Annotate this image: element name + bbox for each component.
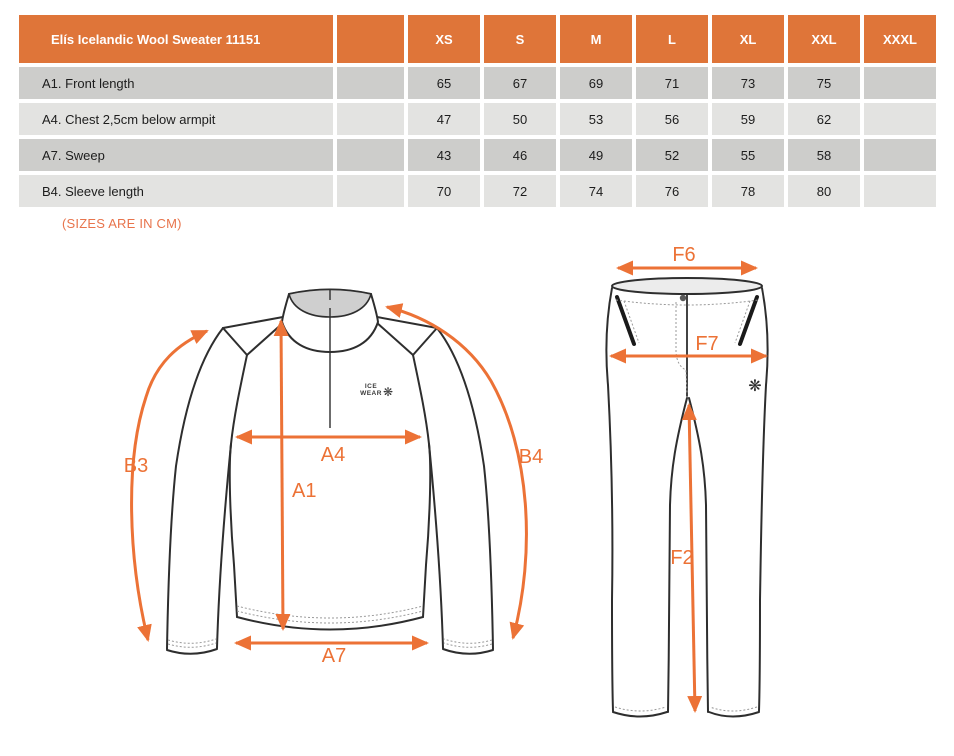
size-col-header-l: L [636, 15, 708, 63]
size-value-cell: 55 [712, 139, 784, 171]
sweater-shoulder-left [223, 317, 283, 328]
fly-stitching [676, 302, 687, 394]
icewear-logo [360, 383, 393, 399]
size-value-cell: 58 [788, 139, 860, 171]
sweater-cuff-left [167, 649, 217, 654]
row-label: A7. Sweep [19, 139, 333, 171]
size-value-cell [864, 67, 936, 99]
hem-stitching [237, 606, 423, 618]
sweater-raglan-seam-left [231, 355, 247, 444]
snowflake-icon: ❋ [382, 385, 394, 399]
pants-outer-right [759, 288, 768, 711]
size-col-header-xxl: XXL [788, 15, 860, 63]
hem-stitching-left [615, 707, 666, 711]
size-value-cell: 71 [636, 67, 708, 99]
size-value-cell: 80 [788, 175, 860, 207]
size-value-cell: 59 [712, 103, 784, 135]
size-value-cell: 69 [560, 67, 632, 99]
header-spacer-cell [337, 15, 404, 63]
logo-text-ice: ICE [364, 383, 378, 390]
size-value-cell: 76 [636, 175, 708, 207]
waist-button [680, 295, 686, 301]
pants-measurement-diagram [590, 240, 790, 740]
size-col-header-xs: XS [408, 15, 480, 63]
sweater-sleeve-inner-right [429, 444, 443, 648]
size-value-cell: 50 [484, 103, 556, 135]
sweater-side-left [230, 444, 237, 617]
size-value-cell: 46 [484, 139, 556, 171]
spacer-cell [337, 175, 404, 207]
size-chart-table [15, 11, 940, 211]
size-value-cell [864, 139, 936, 171]
hem-stitching [237, 611, 423, 623]
size-value-cell: 73 [712, 67, 784, 99]
measure-arrow-b4 [387, 307, 526, 638]
measure-label-b3: B3 [123, 455, 149, 477]
snowflake-icon: ❋ [748, 378, 762, 395]
size-value-cell: 62 [788, 103, 860, 135]
row-label: A4. Chest 2,5cm below armpit [19, 103, 333, 135]
size-value-cell: 47 [408, 103, 480, 135]
measure-label-f2: F2 [670, 547, 694, 569]
size-col-header-xxxl: XXXL [864, 15, 936, 63]
measure-label-a7: A7 [321, 645, 347, 667]
spacer-cell [337, 103, 404, 135]
size-value-cell: 65 [408, 67, 480, 99]
measure-arrow-a1 [281, 321, 283, 629]
product-title: Elís Icelandic Wool Sweater 11151 [19, 15, 333, 63]
size-value-cell: 43 [408, 139, 480, 171]
hem-stitching-right [710, 707, 757, 711]
measure-label-b4: B4 [518, 446, 544, 468]
sweater-sleeve-outer-left [167, 328, 223, 649]
logo-text-wear: WEAR [360, 390, 382, 397]
table-row [19, 175, 936, 207]
measure-label-f7: F7 [695, 333, 719, 355]
pants-hem-left [613, 712, 667, 717]
measure-label-f6: F6 [672, 244, 696, 266]
measure-label-a4: A4 [320, 444, 346, 466]
spacer-cell [337, 139, 404, 171]
size-value-cell: 49 [560, 139, 632, 171]
size-value-cell: 74 [560, 175, 632, 207]
measure-label-a1: A1 [292, 480, 317, 502]
size-col-header-m: M [560, 15, 632, 63]
sweater-side-right [423, 444, 430, 617]
sweater-hem [237, 617, 423, 630]
size-value-cell: 53 [560, 103, 632, 135]
size-value-cell: 75 [788, 67, 860, 99]
size-value-cell: 70 [408, 175, 480, 207]
pants-hem-right [709, 712, 759, 717]
sweater-measurement-diagram [110, 250, 570, 670]
table-header-row [19, 15, 936, 63]
row-label: A1. Front length [19, 67, 333, 99]
size-value-cell: 52 [636, 139, 708, 171]
size-col-header-s: S [484, 15, 556, 63]
row-label: B4. Sleeve length [19, 175, 333, 207]
size-col-header-xl: XL [712, 15, 784, 63]
sweater-sleeve-inner-left [217, 444, 231, 648]
cuff-stitching-right [444, 639, 492, 643]
sweater-sleeve-outer-right [437, 328, 493, 649]
size-value-cell [864, 103, 936, 135]
sweater-cuff-right [443, 649, 493, 654]
table-row [19, 67, 936, 99]
size-value-cell: 78 [712, 175, 784, 207]
size-value-cell: 56 [636, 103, 708, 135]
size-value-cell [864, 175, 936, 207]
spacer-cell [337, 67, 404, 99]
cuff-stitching-left [168, 639, 216, 643]
table-row [19, 103, 936, 135]
size-value-cell: 72 [484, 175, 556, 207]
sweater-raglan-seam-right [413, 355, 429, 444]
sizes-unit-note: (SIZES ARE IN CM) [62, 216, 182, 231]
table-row [19, 139, 936, 171]
pants-waist-opening [612, 278, 762, 294]
size-value-cell: 67 [484, 67, 556, 99]
pants-outer-left [606, 288, 613, 711]
